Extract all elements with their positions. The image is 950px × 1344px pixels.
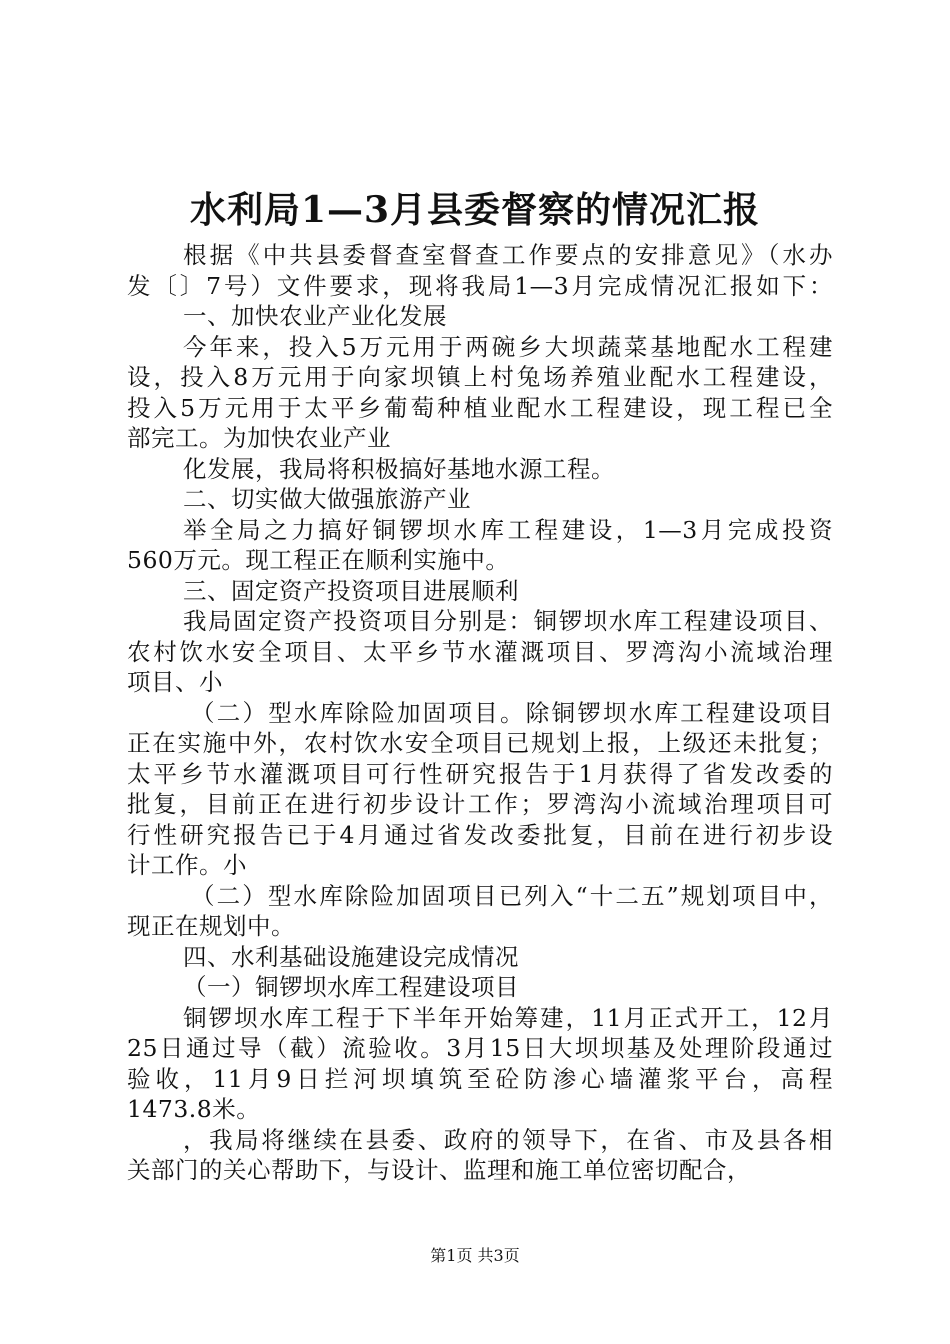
text-line: 正在实施中外，农村饮水安全项目已规划上报，上级还未批复； [127,729,833,757]
text-line: 560万元。现工程正在顺利实施中。 [127,546,510,574]
text-line: 批复，目前正在进行初步设计工作；罗湾沟小流域治理项目可 [127,790,833,818]
text-line: （二）型水库除险加固项目。除铜锣坝水库工程建设项目 [191,698,833,727]
text-line: 计工作。小 [127,851,247,879]
text-line: 部完工。为加快农业产业 [127,424,391,452]
text-line: 我局固定资产投资项目分别是：铜锣坝水库工程建设项目、 [183,607,833,635]
section-heading: 二、切实做大做强旅游产业 [183,485,471,513]
text-line: 设，投入8万元用于向家坝镇上村兔场养殖业配水工程建设， [127,363,833,391]
text-line: 项目、小 [127,668,223,696]
page-footer: 第1页 共3页 [430,1246,520,1265]
text-line: 25日通过导（截）流验收。3月15日大坝坝基及处理阶段通过 [127,1034,833,1062]
text-line: 举全局之力搞好铜锣坝水库工程建设，1—3月完成投资 [183,515,833,544]
text-line: 现正在规划中。 [127,912,295,940]
text-line: 验收，11月9日拦河坝填筑至砼防渗心墙灌浆平台，高程 [127,1064,833,1093]
text-line: 根据《中共县委督查室督查工作要点的安排意见》（水办 [183,241,833,269]
section-heading: 三、固定资产投资项目进展顺利 [183,576,519,605]
text-line: 投入5万元用于太平乡葡萄种植业配水工程建设，现工程已全 [127,393,833,422]
text-line: 关部门的关心帮助下，与设计、监理和施工单位密切配合， [127,1156,751,1184]
text-line: 今年来，投入5万元用于两碗乡大坝蔬菜基地配水工程建 [183,332,833,361]
text-line: 化发展，我局将积极搞好基地水源工程。 [183,454,615,483]
text-line: ，我局将继续在县委、政府的领导下，在省、市及县各相 [183,1125,833,1154]
subsection-heading: （一）铜锣坝水库工程建设项目 [183,973,519,1001]
text-line: 铜锣坝水库工程于下半年开始筹建，11月正式开工，12月 [183,1003,833,1032]
text-line: 太平乡节水灌溉项目可行性研究报告于1月获得了省发改委的 [127,759,833,788]
document-body [127,240,833,1186]
section-heading: 一、加快农业产业化发展 [183,302,447,330]
text-line: 农村饮水安全项目、太平乡节水灌溉项目、罗湾沟小流域治理 [127,637,833,666]
text-line: （二）型水库除险加固项目已列入“十二五”规划项目中， [191,881,833,910]
text-line: 发〔〕7号）文件要求，现将我局1—3月完成情况汇报如下： [127,271,833,300]
text-line: 行性研究报告已于4月通过省发改委批复，目前在进行初步设 [127,820,833,849]
document-title: 水利局1—3月县委督察的情况汇报 [189,189,761,231]
section-heading: 四、水利基础设施建设完成情况 [183,942,519,971]
text-line: 1473.8米。 [127,1095,261,1123]
